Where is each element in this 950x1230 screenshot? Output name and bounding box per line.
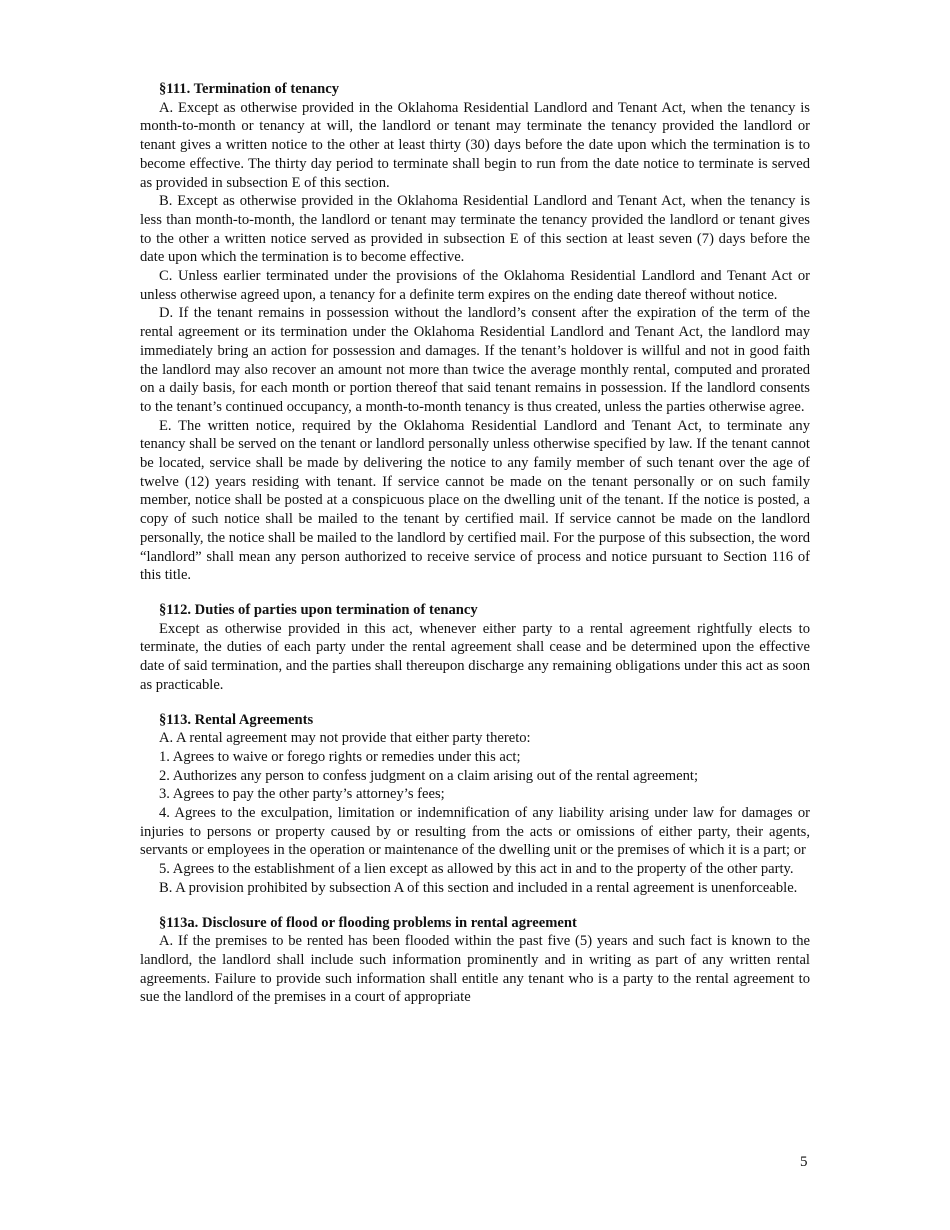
paragraph: B. Except as otherwise provided in the Oklahoma Residential Landlord and Tenant Act, when the tenancy is less than month-to-month, the landlord or tenant may terminate the tenancy provided the landlord or tenant gives to the other a written notice served as provided in subsection E of this section at least seven (7) days before the date upon which the termination is to become effective. [140,193,810,266]
paragraph: A. Except as otherwise provided in the Oklahoma Residential Landlord and Tenant Act, when the tenancy is month-to-month or tenancy at will, the landlord or tenant may terminate the tenancy provided the landlord or tenant gives a written notice to the other at least thirty (30) days before the date upon which the termination is to become effective. The thirty day period to terminate shall begin to run from the date notice to terminate is served as provided in subsection E of this section. [140,99,810,191]
paragraph: C. Unless earlier terminated under the provisions of the Oklahoma Residential Landlord and Tenant Act or unless otherwise agreed upon, a tenancy for a definite term expires on the ending date thereof without notice. [140,268,810,303]
section-112 [140,601,810,695]
paragraph: Except as otherwise provided in this act, whenever either party to a rental agreement rightfully elects to terminate, the duties of each party under the rental agreement shall cease and be determined upon the effective date of said termination, and the parties shall thereupon discharge any remaining obligations under this act as soon as practicable. [140,620,810,693]
section-heading: §111. Termination of tenancy [159,81,340,97]
paragraph: E. The written notice, required by the Oklahoma Residential Landlord and Tenant Act, to terminate any tenancy shall be served on the tenant or landlord personally unless otherwise specified by law. If the tenant cannot be located, service shall be made by delivering the notice to any family member of such tenant over the age of twelve (12) years residing with tenant. If service cannot be made on the tenant personally or on such family member, notice shall be posted at a conspicuous place on the dwelling unit of the tenant. If the notice is posted, a copy of such notice shall be mailed to the tenant by certified mail. If service cannot be made on the landlord personally, the notice shall be mailed to the landlord by certified mail. For the purpose of this subsection, the word “landlord” shall mean any person authorized to receive service of process and notice pursuant to Section 116 of this title. [140,417,810,584]
list-item: 1. Agrees to waive or forego rights or remedies under this act; [159,748,521,765]
list-item: 3. Agrees to pay the other party’s attorney’s fees; [159,786,445,803]
section-111 [140,80,810,585]
section-heading: §113. Rental Agreements [159,711,314,728]
paragraph: D. If the tenant remains in possession without the landlord’s consent after the expiration of the term of the rental agreement or its termination under the Oklahoma Residential Landlord and Tenant Act, the landlord may immediately bring an action for possession and damages. If the tenant’s holdover is willful and not in good faith the landlord may also recover an amount not more than twice the average monthly rental, computed and prorated on a daily basis, for each month or portion thereof that said tenant remains in possession. If the landlord consents to the tenant’s continued occupancy, a month-to-month tenancy is thus created, unless the parties otherwise agree. [140,305,810,415]
list-item: 5. Agrees to the establishment of a lien except as allowed by this act in and to the property of the other party. [159,861,794,878]
list-item: 4. Agrees to the exculpation, limitation or indemnification of any liability arising under law for damages or injuries to persons or property caused by or resulting from the acts or omissions of either party, their agents, servants or employees in the operation or maintenance of the dwelling unit or the premises of which it is a part; or [140,805,810,859]
list-item: 2. Authorizes any person to confess judgment on a claim arising out of the rental agreement; [159,767,699,784]
section-113 [140,711,810,898]
paragraph: A. If the premises to be rented has been flooded within the past five (5) years and such fact is known to the landlord, the landlord shall include such information prominently and in writing as part of any written rental agreements. Failure to provide such information shall entitle any tenant who is a party to the rental agreement to sue the landlord of the premises in a court of appropriate [140,933,810,1006]
page-number: 5 [800,1154,808,1170]
paragraph: B. A provision prohibited by subsection A of this section and included in a rental agreement is unenforceable. [159,879,798,896]
section-113a [140,914,810,1008]
section-heading: §113a. Disclosure of flood or flooding problems in rental agreement [159,914,577,931]
paragraph: A. A rental agreement may not provide that either party thereto: [159,730,531,747]
document-page [140,80,810,1023]
section-heading: §112. Duties of parties upon termination of tenancy [159,601,478,618]
